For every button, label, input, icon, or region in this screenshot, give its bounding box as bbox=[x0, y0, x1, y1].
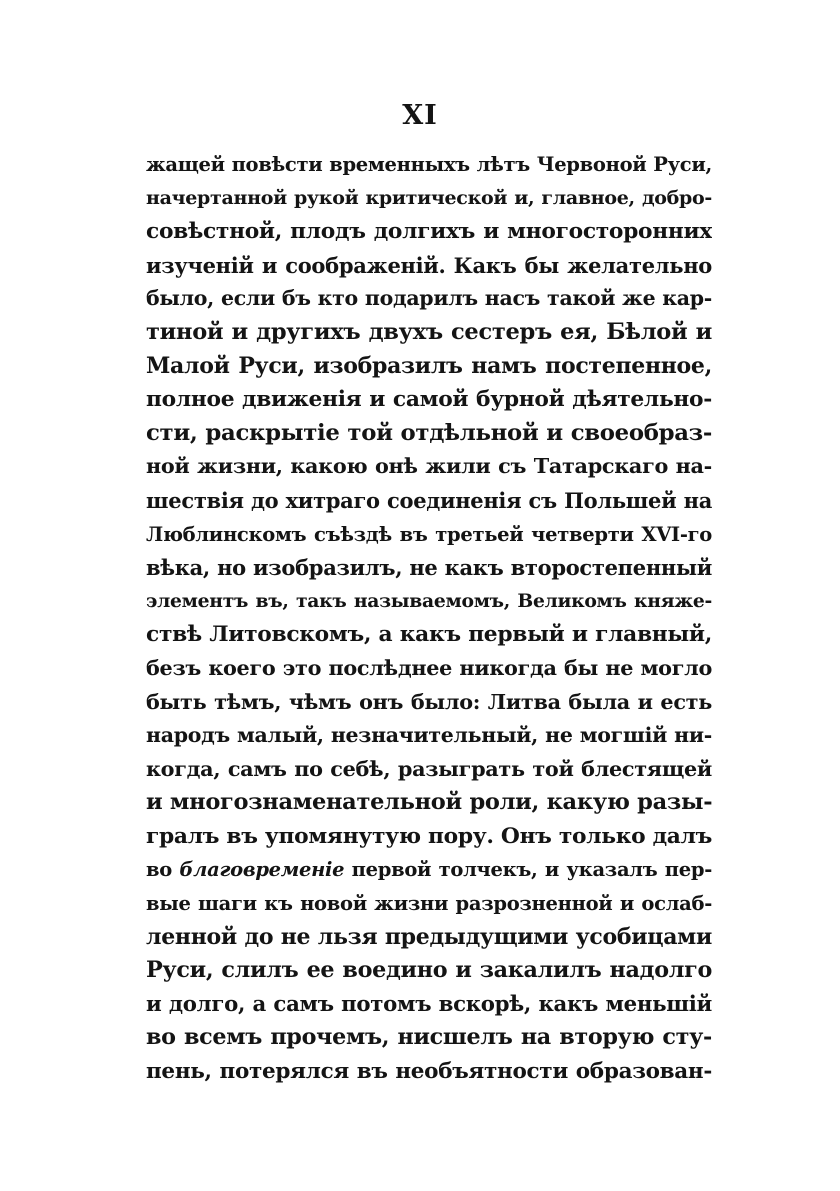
text-run: Люблинскомъ съѣздѣ въ третьей четверти XVI-го bbox=[146, 522, 712, 546]
text-line bbox=[146, 618, 712, 652]
text-line bbox=[146, 383, 712, 417]
text-line bbox=[146, 450, 712, 484]
text-run: во bbox=[146, 858, 180, 882]
text-line bbox=[146, 215, 712, 249]
text-run: первой толчекъ, и указалъ пер- bbox=[344, 858, 712, 882]
text-run: полное движенія и самой бурной дѣятельно- bbox=[146, 387, 712, 413]
text-run: тиной и другихъ двухъ сестеръ ея, Бѣлой и bbox=[146, 318, 712, 345]
text-run: ной жизни, какою онѣ жили съ Татарскаго на- bbox=[146, 454, 712, 479]
text-line bbox=[146, 853, 712, 887]
text-run: жащей повѣсти временныхъ лѣтъ Червоной Руси, bbox=[146, 153, 712, 176]
text-run: ленной до не льзя предыдущими усобицами bbox=[146, 923, 712, 950]
text-run: когда, самъ по себѣ, разыграть той блестящей bbox=[146, 756, 712, 781]
text-line bbox=[146, 652, 712, 686]
text-line bbox=[146, 786, 712, 820]
text-run: ствѣ Литовскомъ, а какъ первый и главный, bbox=[146, 622, 712, 648]
text-line bbox=[146, 921, 712, 955]
text-line bbox=[146, 585, 712, 619]
text-run: и долго, а самъ потомъ вскорѣ, какъ меньшій bbox=[146, 991, 712, 1017]
text-line bbox=[146, 182, 712, 216]
text-run: безъ коего это послѣднее никогда бы не могло bbox=[146, 655, 712, 680]
text-run: совѣстной, плодъ долгихъ и многосторонних bbox=[146, 219, 712, 245]
text-run: пень, потерялся въ необъятности образован- bbox=[146, 1059, 712, 1085]
text-run: изученій и соображеній. Какъ бы желательно bbox=[146, 252, 712, 278]
text-line bbox=[146, 484, 712, 518]
text-line bbox=[146, 887, 712, 921]
text-line bbox=[146, 820, 712, 854]
text-run: быть тѣмъ, чѣмъ онъ было: Литва была и есть bbox=[146, 689, 712, 714]
text-line bbox=[146, 249, 712, 283]
text-run: гралъ въ упомянутую пору. Онъ только далъ bbox=[146, 823, 712, 849]
text-line bbox=[146, 1021, 712, 1055]
text-line bbox=[146, 316, 712, 350]
text-line bbox=[146, 350, 712, 384]
text-run: Малой Руси, изобразилъ намъ постепенное, bbox=[146, 352, 712, 379]
text-line bbox=[146, 954, 712, 988]
text-line bbox=[146, 1055, 712, 1089]
text-run: Руси, слилъ ее воедино и закалилъ надолго bbox=[146, 957, 712, 984]
text-run: элементъ въ, такъ называемомъ, Великомъ княже- bbox=[146, 589, 712, 612]
text-run: вѣка, но изобразилъ, не какъ второстепенный bbox=[146, 555, 712, 581]
text-line bbox=[146, 686, 712, 720]
text-line bbox=[146, 719, 712, 753]
text-line bbox=[146, 518, 712, 552]
page-number: XI bbox=[402, 100, 438, 131]
text-run: было, если бъ кто подарилъ насъ такой же кар- bbox=[146, 286, 712, 311]
text-run: вые шаги къ новой жизни разрозненной и ослаб- bbox=[146, 892, 712, 916]
text-line bbox=[146, 551, 712, 585]
text-line bbox=[146, 753, 712, 787]
text-run: сти, раскрытіе той отдѣльной и своеобраз- bbox=[146, 419, 712, 446]
text-run: и многознаменательной роли, какую разы- bbox=[146, 789, 712, 816]
text-line bbox=[146, 282, 712, 316]
text-line bbox=[146, 988, 712, 1022]
text-run: начертанной рукой критической и, главное, добро- bbox=[146, 186, 712, 209]
text-run: народъ малый, незначительный, не могшій ни- bbox=[146, 723, 712, 748]
body-text bbox=[146, 148, 712, 1089]
text-run: шествія до хитраго соединенія съ Польшей на bbox=[146, 487, 712, 513]
italic-text-run: благовременіе bbox=[179, 858, 345, 882]
text-line bbox=[146, 417, 712, 451]
text-run: во всемъ прочемъ, нисшелъ на вторую сту- bbox=[146, 1024, 712, 1051]
text-line bbox=[146, 148, 712, 182]
